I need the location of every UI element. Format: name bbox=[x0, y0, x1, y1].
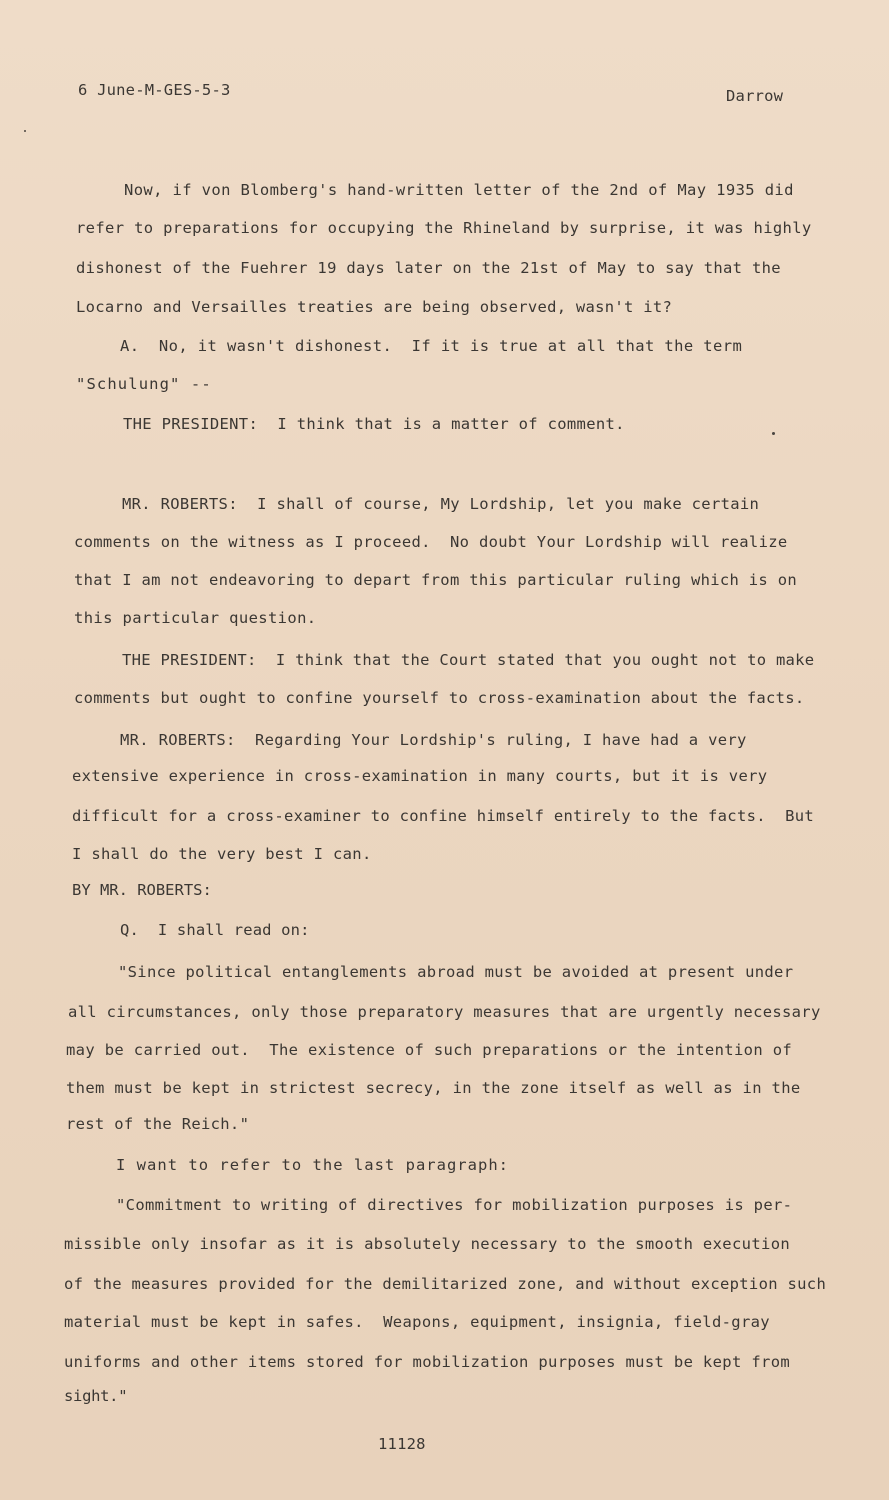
body-line: may be carried out. The existence of such preparations or the intention of bbox=[66, 1041, 793, 1059]
body-line: extensive experience in cross-examination in many courts, but it is very bbox=[72, 767, 768, 785]
body-line: THE PRESIDENT: I think that the Court stated that you ought not to make bbox=[122, 651, 815, 669]
ink-speck bbox=[772, 432, 775, 435]
body-line: missible only insofar as it is absolutely necessary to the smooth execution bbox=[64, 1235, 791, 1253]
body-line: dishonest of the Fuehrer 19 days later on the 21st of May to say that the bbox=[76, 259, 781, 277]
body-line: "Schulung" -- bbox=[76, 375, 212, 393]
body-line: them must be kept in strictest secrecy, in the zone itself as well as in the bbox=[66, 1079, 801, 1097]
body-line: difficult for a cross-examiner to confine himself entirely to the facts. But bbox=[72, 807, 815, 825]
body-line: of the measures provided for the demilitarized zone, and without exception such bbox=[64, 1275, 827, 1293]
body-line: I shall do the very best I can. bbox=[72, 845, 372, 863]
body-line: THE PRESIDENT: I think that is a matter of comment. bbox=[123, 415, 625, 433]
body-line: "Commitment to writing of directives for mobilization purposes is per- bbox=[116, 1196, 793, 1214]
body-line: MR. ROBERTS: Regarding Your Lordship's ruling, I have had a very bbox=[120, 731, 747, 749]
body-line: uniforms and other items stored for mobilization purposes must be kept from bbox=[64, 1353, 791, 1371]
body-line: "Since political entanglements abroad must be avoided at present under bbox=[118, 963, 794, 981]
body-line: comments on the witness as I proceed. No doubt Your Lordship will realize bbox=[74, 533, 788, 551]
body-line: rest of the Reich." bbox=[66, 1115, 250, 1133]
body-line: all circumstances, only those preparatory measures that are urgently necessary bbox=[68, 1003, 821, 1021]
body-line: MR. ROBERTS: I shall of course, My Lordship, let you make certain bbox=[122, 495, 760, 513]
body-line: this particular question. bbox=[74, 609, 317, 627]
body-line: A. No, it wasn't dishonest. If it is true at all that the term bbox=[120, 337, 743, 355]
body-line: BY MR. ROBERTS: bbox=[72, 881, 212, 899]
body-line: Locarno and Versailles treaties are being observed, wasn't it? bbox=[76, 298, 673, 316]
reporter-name: Darrow bbox=[726, 87, 784, 105]
body-line: I want to refer to the last paragraph: bbox=[116, 1156, 510, 1174]
body-line: that I am not endeavoring to depart from this particular ruling which is on bbox=[74, 571, 797, 589]
body-line: Q. I shall read on: bbox=[120, 921, 310, 939]
body-line: material must be kept in safes. Weapons, equipment, insignia, field-gray bbox=[64, 1313, 770, 1331]
document-reference: 6 June-M-GES-5-3 bbox=[78, 81, 231, 99]
body-line: sight." bbox=[64, 1387, 128, 1405]
ink-speck bbox=[24, 130, 26, 132]
body-line: refer to preparations for occupying the Rhineland by surprise, it was highly bbox=[76, 219, 812, 237]
body-line: comments but ought to confine yourself to cross-examination about the facts. bbox=[74, 689, 805, 707]
body-line: Now, if von Blomberg's hand-written letter of the 2nd of May 1935 did bbox=[124, 181, 794, 199]
page-number: 11128 bbox=[378, 1435, 426, 1453]
